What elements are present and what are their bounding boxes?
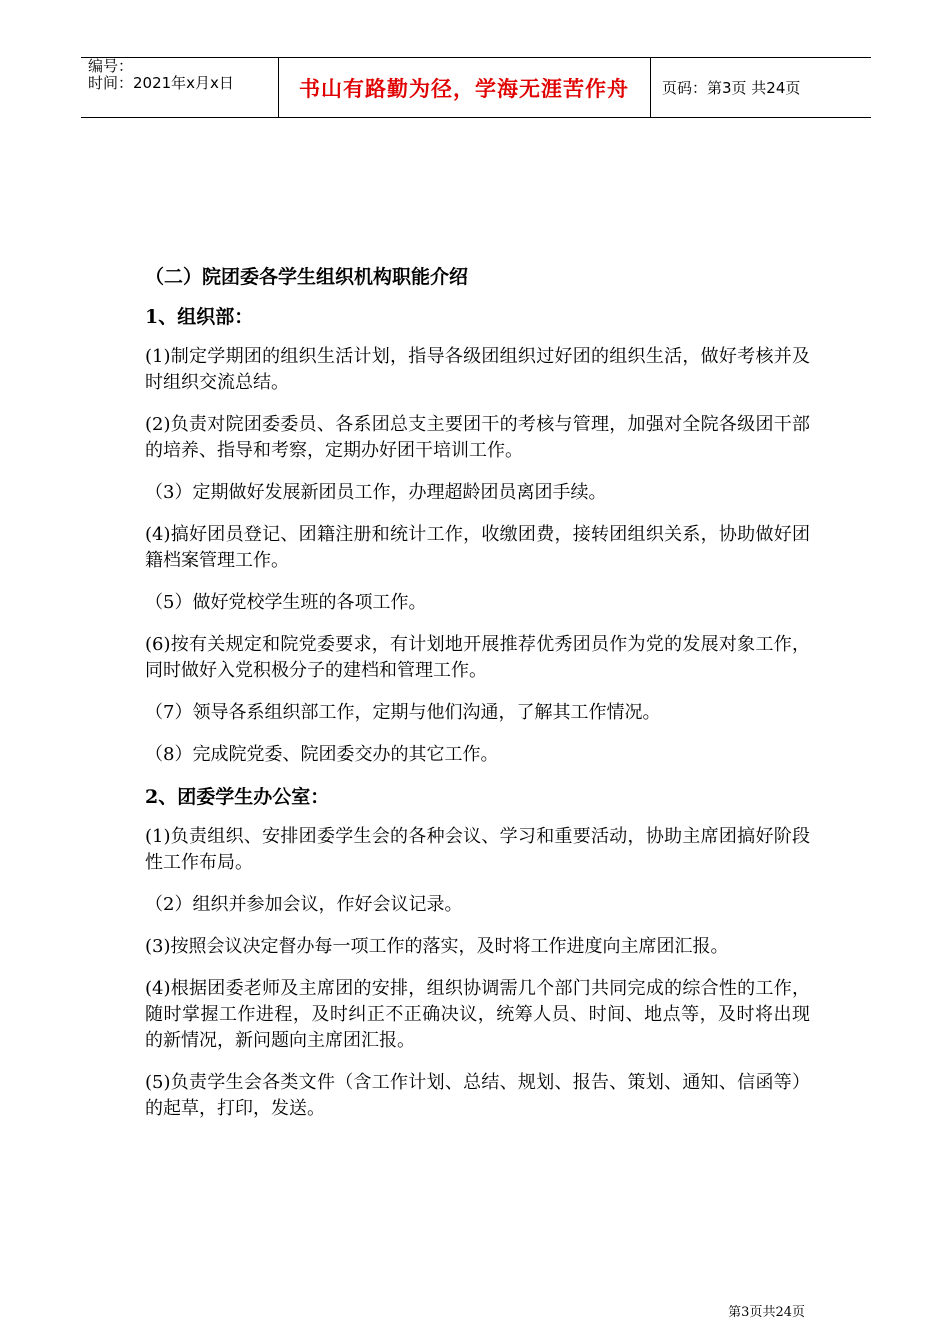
section-2-item: (4)根据团委老师及主席团的安排，组织协调需几个部门共同完成的综合性的工作，随时掌握工作进程，及时纠正不正确决议，统筹人员、时间、地点等，及时将出现的新情况，新问题向主席团汇报。 [145,978,810,1051]
header-bottom-rule [81,117,871,118]
section-1-item: （7）领导各系组织部工作，定期与他们沟通，了解其工作情况。 [145,702,661,723]
header-time: 时间：2021年x月x日 [88,74,234,92]
section-1-title: 1、组织部： [145,306,254,328]
main-heading: （二）院团委各学生组织机构职能介绍 [145,266,469,288]
section-1-item: (2)负责对院团委委员、各系团总支主要团干的考核与管理，加强对全院各级团干部的培养、指导和考察，定期办好团干培训工作。 [145,414,810,461]
section-1-item: （5）做好党校学生班的各项工作。 [145,592,427,613]
section-1-item: (4)搞好团员登记、团籍注册和统计工作，收缴团费，接转团组织关系，协助做好团籍档案管理工作。 [145,524,810,571]
document-body [145,264,810,1138]
section-2-item: (1)负责组织、安排团委学生会的各种会议、学习和重要活动，协助主席团搞好阶段性工作布局。 [145,826,810,873]
section-2-item: （2）组织并参加会议，作好会议记录。 [145,894,463,915]
section-2-title: 2、团委学生办公室： [145,786,330,808]
header-page: 页码：第3页 共24页 [662,79,801,97]
section-1-item: （8）完成院党委、院团委交办的其它工作。 [145,744,499,765]
header-meta [88,58,234,92]
section-2-item: (3)按照会议决定督办每一项工作的落实，及时将工作进度向主席团汇报。 [145,936,729,957]
section-1-item: (6)按有关规定和院党委要求，有计划地开展推荐优秀团员作为党的发展对象工作，同时做好入党积极分子的建档和管理工作。 [145,634,810,681]
page-footer: 第3页共24页 [728,1305,805,1320]
header-divider-right [650,57,651,117]
header-motto: 书山有路勤为径，学海无涯苦作舟 [299,76,629,101]
section-1-item: (1)制定学期团的组织生活计划，指导各级团组织过好团的组织生活，做好考核并及时组织交流总结。 [145,346,810,393]
section-2-item: (5)负责学生会各类文件（含工作计划、总结、规划、报告、策划、通知、信函等）的起草，打印，发送。 [145,1072,810,1119]
header-number: 编号： [88,57,134,75]
section-1-item: （3）定期做好发展新团员工作，办理超龄团员离团手续。 [145,482,607,503]
